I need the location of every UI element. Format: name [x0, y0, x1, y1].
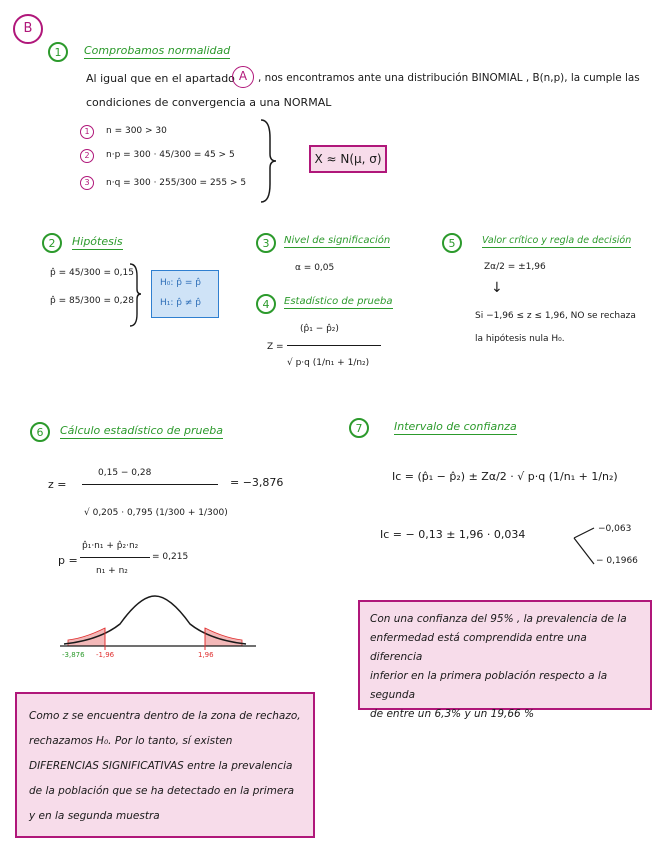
z-calc-result: = −3,876 — [230, 476, 284, 489]
conclusion-right-line-3: inferior en la primera población respecto a la segunda — [370, 670, 608, 701]
decision-rule-1: Si −1,96 ≤ z ≤ 1,96, NO se rechaza — [475, 311, 636, 321]
z-formula-bar — [287, 345, 381, 346]
step6-number: 6 — [30, 422, 50, 442]
conclusion-right-line-2: enfermedad está comprendida entre una diferencia — [370, 632, 587, 663]
condition-3: n·q = 300 · 255/300 = 255 > 5 — [106, 178, 247, 188]
conditions-brace — [258, 118, 278, 204]
step1-number: 1 — [48, 42, 68, 62]
ic-high: − 0,1966 — [596, 556, 638, 566]
alpha-value: α = 0,05 — [295, 263, 335, 273]
p2-estimate: p̂ = 85/300 = 0,28 — [50, 296, 134, 306]
pooled-p-result: = 0,215 — [152, 552, 189, 562]
step7-title: Intervalo de confianza — [394, 420, 517, 433]
conclusion-right-box — [358, 600, 652, 720]
z-calc-numerator: 0,15 − 0,28 — [98, 468, 152, 478]
step5-title: Valor crítico y regla de decisión — [482, 235, 632, 246]
condition-1-number: 1 — [80, 125, 94, 139]
z-formula-lhs: Z = — [267, 342, 284, 352]
conclusion-left-box — [15, 692, 315, 838]
conclusion-right-line-4: de entre un 6,3% y un 19,66 % — [370, 708, 535, 720]
condition-2: n·p = 300 · 45/300 = 45 > 5 — [106, 150, 235, 160]
condition-3-number: 3 — [80, 176, 94, 190]
step2-title: Hipótesis — [72, 235, 123, 248]
step1-line2: condiciones de convergencia a una NORMAL — [86, 96, 332, 109]
curve-label-z: -3,876 — [62, 651, 85, 659]
conclusion-left-line-2: rechazamos H₀. Por lo tanto, sí existen — [29, 735, 233, 747]
section-label-circle: B — [13, 14, 43, 44]
h0: H₀: p̂ = p̂ — [160, 278, 201, 288]
ic-calculation: Ic = − 0,13 ± 1,96 · 0,034 — [380, 528, 526, 541]
curve-label-neg-crit: -1,96 — [96, 651, 115, 659]
step1-line1-pre: Al igual que en el apartado — [86, 72, 235, 85]
z-formula-numerator: (p̂₁ − p̂₂) — [300, 324, 339, 334]
z-calc-denominator: √ 0,205 · 0,795 (1/300 + 1/300) — [84, 508, 228, 518]
ref-a-circle: A — [232, 66, 254, 88]
step4-number: 4 — [256, 294, 276, 314]
critical-value: Zα/2 = ±1,96 — [484, 262, 546, 272]
normal-result-box: X ≈ N(μ, σ) — [309, 145, 387, 173]
pooled-p-bar — [80, 557, 150, 558]
z-calc-lhs: z = — [48, 478, 67, 491]
step1-line1-post: , nos encontramos ante una distribución BINOMIAL , B(n,p), la cumple las — [258, 72, 640, 84]
step2-number: 2 — [42, 233, 62, 253]
down-arrow: ↓ — [491, 280, 503, 296]
normal-curve — [60, 590, 260, 660]
ic-low: −0,063 — [598, 524, 632, 534]
pooled-p-denominator: n₁ + n₂ — [96, 566, 128, 576]
step4-title: Estadístico de prueba — [284, 296, 393, 307]
conclusion-left-line-5: y en la segunda muestra — [29, 810, 160, 822]
conclusion-left-line-3: DIFERENCIAS SIGNIFICATIVAS entre la prevalencia — [29, 760, 293, 772]
conclusion-right-line-1: Con una confianza del 95% , la prevalencia de la — [370, 613, 627, 625]
step3-title: Nivel de significación — [284, 235, 391, 246]
pooled-p-lhs: p = — [58, 554, 78, 567]
ic-formula: Ic = (p̂₁ − p̂₂) ± Zα/2 · √ p·q (1/n₁ + 1/n₂) — [392, 470, 618, 483]
curve-label-pos-crit: 1,96 — [198, 651, 214, 659]
step6-title: Cálculo estadístico de prueba — [60, 424, 223, 437]
step7-number: 7 — [349, 418, 369, 438]
conclusion-left-line-1: Como z se encuentra dentro de la zona de rechazo, — [29, 710, 301, 722]
step5-number: 5 — [442, 233, 462, 253]
pooled-p-numerator: p̂₁·n₁ + p̂₂·n₂ — [82, 541, 139, 551]
interval-branch — [572, 524, 598, 568]
conclusion-left-line-4: de la población que se ha detectado en la primera — [29, 785, 295, 797]
condition-2-number: 2 — [80, 149, 94, 163]
p1-estimate: p̂ = 45/300 = 0,15 — [50, 268, 134, 278]
z-formula-denominator: √ p·q (1/n₁ + 1/n₂) — [287, 358, 370, 368]
step3-number: 3 — [256, 233, 276, 253]
step1-title: Comprobamos normalidad — [84, 44, 231, 57]
decision-rule-2: la hipótesis nula H₀. — [475, 334, 565, 344]
condition-1: n = 300 > 30 — [106, 126, 167, 136]
hypothesis-brace — [128, 262, 142, 328]
h1: H₁: p̂ ≠ p̂ — [160, 298, 201, 308]
z-calc-bar — [82, 484, 218, 485]
